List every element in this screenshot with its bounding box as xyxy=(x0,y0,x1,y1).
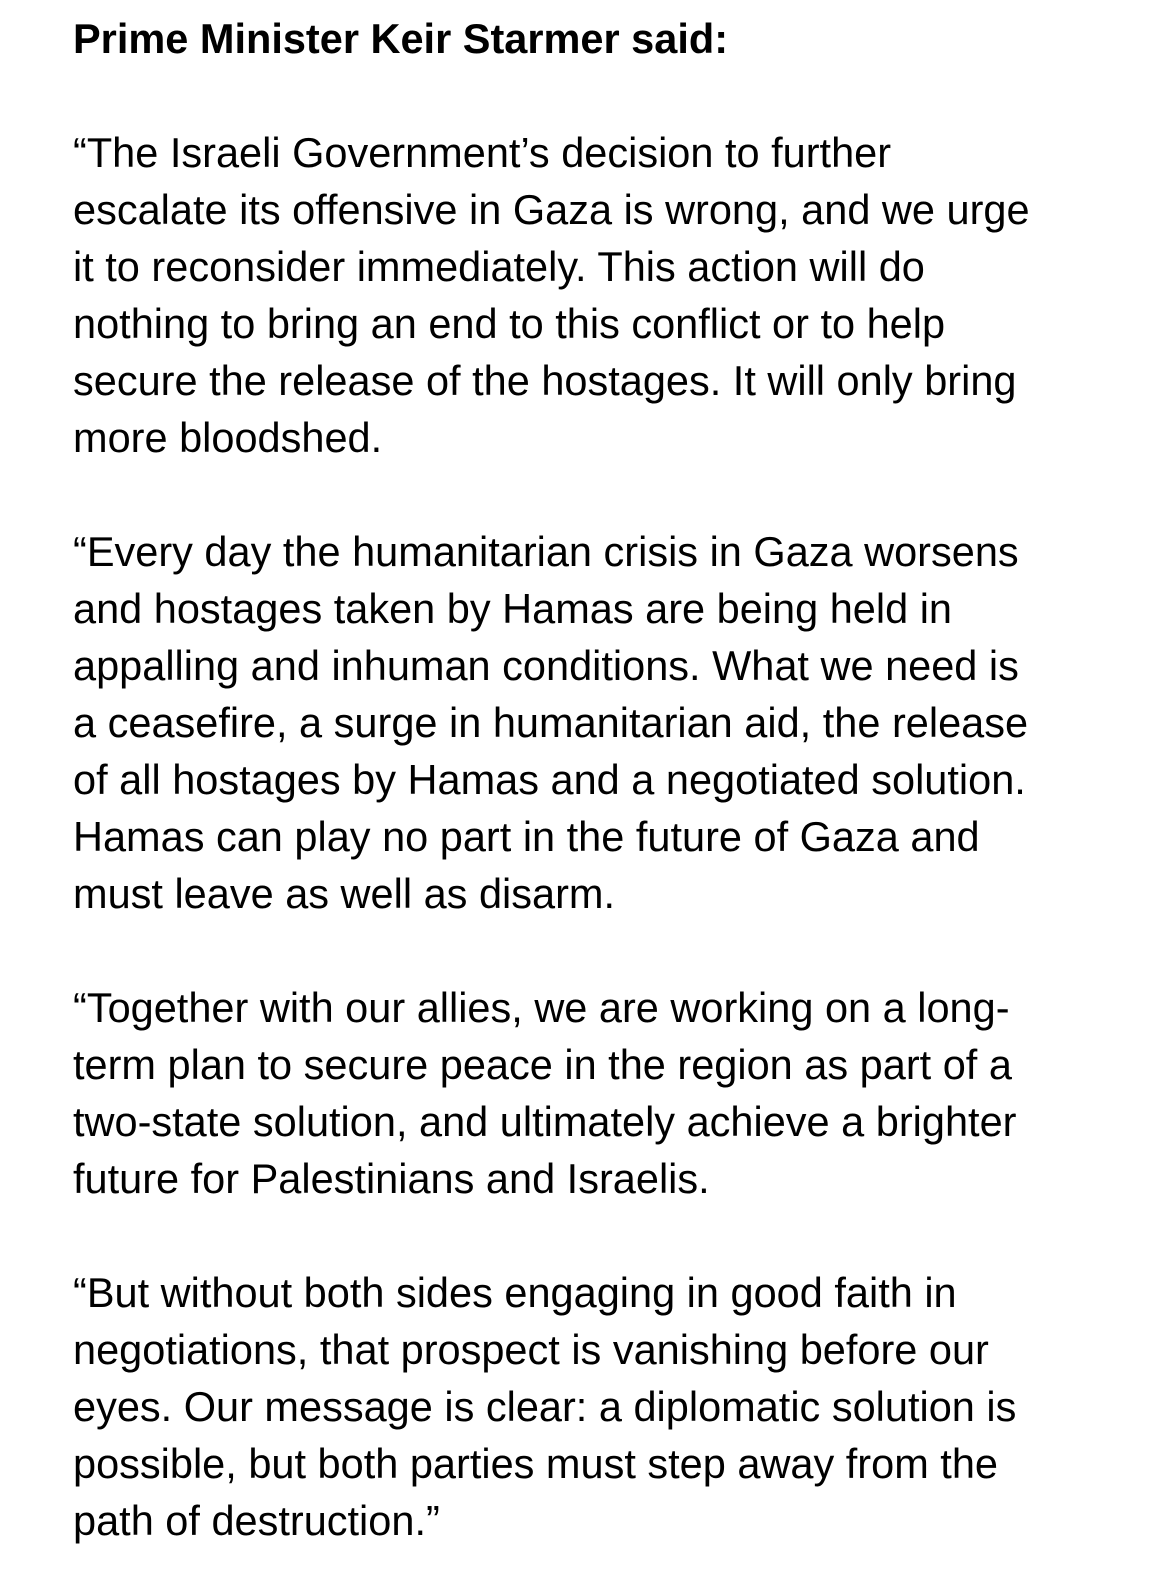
statement-paragraph-2: “Every day the humanitarian crisis in Gaza worsens and hostages taken by Hamas are being held in appalling and inhuman conditions. What we need is a ceasefire, a surge in humanitarian aid, the release of all hostages by Hamas and a negotiated solution. Hamas can play no part in the future of Gaza and must leave as well as disarm. xyxy=(73,528,1029,917)
statement-paragraph-3: “Together with our allies, we are working on a long- term plan to secure peace in the region as part of a two-state solution, and ultimately achieve a brighter future for Palestinians and Israelis. xyxy=(73,984,1017,1202)
statement-heading: Prime Minister Keir Starmer said: xyxy=(73,15,729,62)
statement-document xyxy=(73,10,1103,1549)
statement-paragraph-4: “But without both sides engaging in good faith in negotiations, that prospect is vanishing before our eyes. Our message is clear: a diplomatic solution is possible, but both parties must step away from the path of destruction.” xyxy=(73,1269,1017,1544)
statement-paragraph-1: “The Israeli Government’s decision to further escalate its offensive in Gaza is wrong, and we urge it to reconsider immediately. This action will do nothing to bring an end to this conflict or to help secure the release of the hostages. It will only bring more bloodshed. xyxy=(73,129,1030,461)
